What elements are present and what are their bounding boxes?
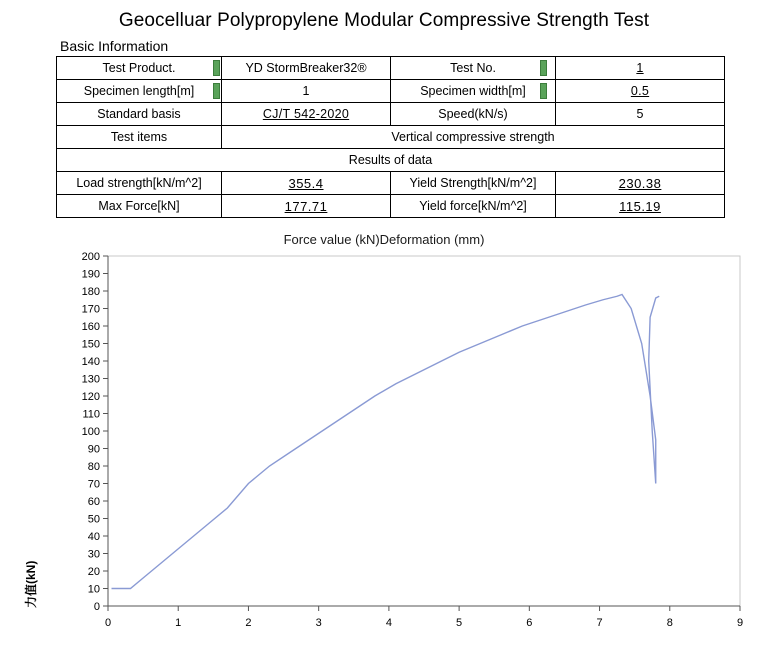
table-row [57,149,725,172]
marker-icon-3 [213,83,220,99]
svg-text:20: 20 [87,566,100,578]
svg-text:100: 100 [81,426,100,438]
svg-text:180: 180 [81,286,100,298]
cell-value-speed: 5 [556,103,725,126]
cell-value-yield-strength: 230.38 [618,175,662,191]
svg-text:1: 1 [175,617,182,629]
cell-label-standard-basis: Standard basis [57,103,222,126]
cell-label-load-strength: Load strength[kN/m^2] [57,172,222,195]
chart-plot-area [0,228,768,648]
svg-text:3: 3 [315,617,322,629]
cell-label-speed: Speed(kN/s) [391,103,556,126]
svg-text:0: 0 [104,617,112,629]
svg-text:90: 90 [87,443,100,456]
svg-text:5: 5 [456,617,463,629]
svg-text:170: 170 [81,303,100,316]
cell-value-max-force: 177.71 [284,198,328,214]
chart-y-axis-label: 力值(kN) [24,560,38,608]
cell-value-specimen-length: 1 [222,80,391,103]
chart-container [0,228,768,648]
svg-text:150: 150 [81,338,100,351]
cell-label-specimen-width: Specimen width[m] [391,80,556,103]
svg-text:60: 60 [87,496,100,508]
svg-text:30: 30 [87,548,100,561]
svg-text:200: 200 [81,251,100,263]
cell-value-standard-basis: CJ/T 542-2020 [262,107,350,121]
page-title: Geocelluar Polypropylene Modular Compressive Strength Test [118,10,650,31]
marker-icon-1 [213,60,220,76]
cell-label-test-product: Test Product. [57,57,222,80]
table-row [57,57,725,80]
chart-title: Force value (kN)Deformation (mm) [283,232,485,247]
svg-text:130: 130 [81,373,100,386]
svg-text:70: 70 [87,478,100,491]
cell-value-specimen-width: 0.5 [630,84,650,98]
results-of-data-label: Results of data [57,149,725,172]
svg-text:7: 7 [596,617,603,629]
svg-text:160: 160 [81,321,100,333]
svg-text:0: 0 [93,601,100,613]
svg-text:120: 120 [81,391,100,403]
svg-text:140: 140 [81,356,100,368]
cell-label-specimen-length: Specimen length[m] [57,80,222,103]
svg-text:8: 8 [666,617,673,629]
cell-label-max-force: Max Force[kN] [57,195,222,218]
svg-text:4: 4 [385,617,392,629]
cell-value-test-product: YD StormBreaker32® [222,57,391,80]
chart-svg [0,228,768,648]
test-information-table [56,56,725,218]
svg-text:80: 80 [87,461,100,473]
svg-text:2: 2 [245,617,252,629]
cell-value-yield-force: 115.19 [619,198,661,214]
cell-label-test-items: Test items [57,126,222,149]
table-row [57,126,725,149]
basic-information-label: Basic Information [60,38,169,54]
marker-icon-2 [540,60,547,76]
svg-text:50: 50 [87,513,100,526]
cell-value-test-items: Vertical compressive strength [222,126,725,149]
cell-value-load-strength: 355.4 [288,175,324,191]
svg-text:6: 6 [526,617,533,629]
svg-text:10: 10 [87,583,100,596]
marker-icon-4 [540,83,547,99]
cell-value-test-no: 1 [636,61,644,75]
cell-label-yield-force: Yield force[kN/m^2] [391,195,556,218]
table-row [57,103,725,126]
cell-label-test-no: Test No. [391,57,556,80]
svg-text:9: 9 [736,617,744,629]
svg-text:190: 190 [81,268,100,281]
table-row [57,172,725,195]
table-row [57,80,725,103]
svg-text:40: 40 [87,531,100,543]
cell-label-yield-strength: Yield Strength[kN/m^2] [391,172,556,195]
table-row [57,195,725,218]
svg-text:110: 110 [82,408,100,421]
